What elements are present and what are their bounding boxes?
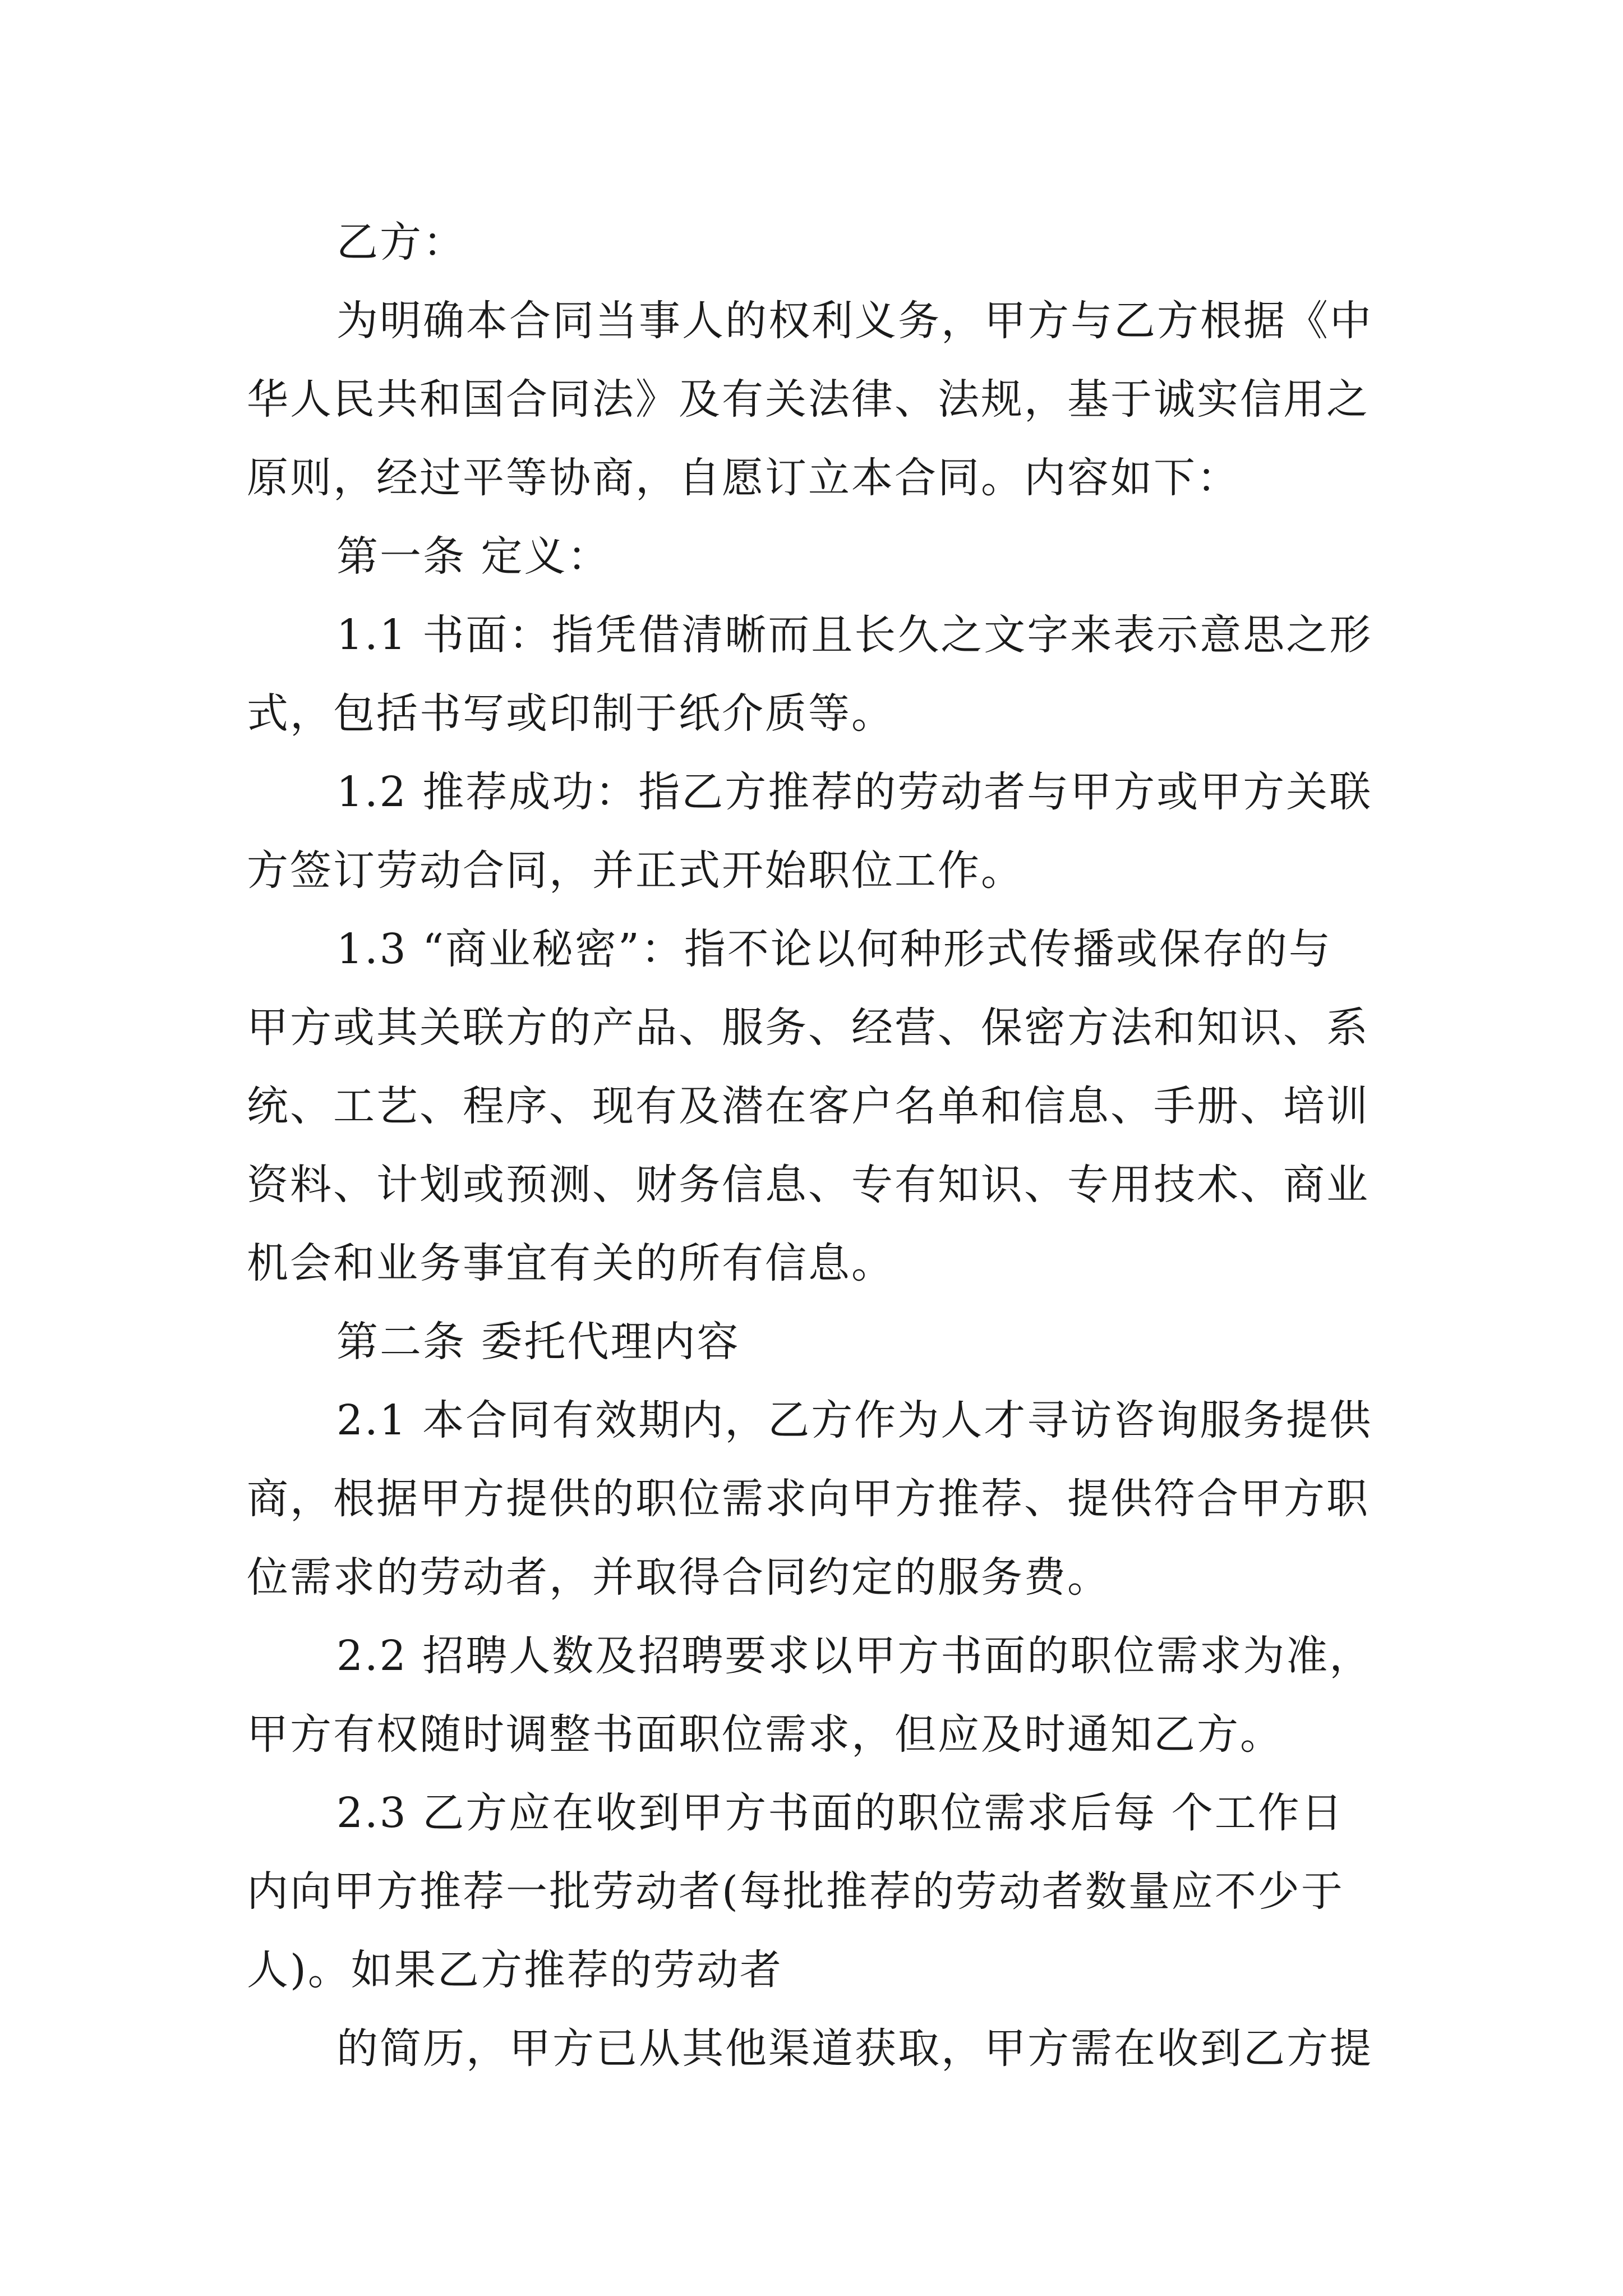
clause-1-1-line-2: 式，包括书写或印制于纸介质等。: [247, 689, 895, 738]
clause-1-3-line-4: 资料、计划或预测、财务信息、专有知识、专用技术、商业: [247, 1161, 1370, 1209]
clause-2-1-line-1: 2.1 本合同有效期内，乙方作为人才寻访咨询服务提供: [336, 1396, 1373, 1444]
clause-2-3-line-3: 人)。如果乙方推荐的劳动者: [247, 1946, 783, 1994]
clause-1-2-line-2: 方签订劳动合同，并正式开始职位工作。: [247, 846, 1024, 895]
clause-2-2-line-2: 甲方有权随时调整书面职位需求，但应及时通知乙方。: [247, 1710, 1283, 1759]
article-2-heading: 第二条 委托代理内容: [336, 1318, 740, 1366]
party-b-label: 乙方：: [336, 218, 466, 266]
clause-1-3-line-5: 机会和业务事宜有关的所有信息。: [247, 1239, 895, 1287]
clause-2-2-line-1: 2.2 招聘人数及招聘要求以甲方书面的职位需求为准，: [336, 1632, 1373, 1680]
clause-2-3-line-2: 内向甲方推荐一批劳动者(每批推荐的劳动者数量应不少于: [247, 1867, 1344, 1916]
preamble-line-1: 为明确本合同当事人的权利义务，甲方与乙方根据《中: [336, 297, 1373, 345]
clause-1-3-line-2: 甲方或其关联方的产品、服务、经营、保密方法和知识、系: [247, 1004, 1370, 1052]
clause-1-3-line-1: 1.3 “商业秘密”：指不论以何种形式传播或保存的与: [336, 925, 1332, 973]
clause-2-1-line-3: 位需求的劳动者，并取得合同约定的服务费。: [247, 1553, 1110, 1602]
preamble-line-2: 华人民共和国合同法》及有关法律、法规，基于诚实信用之: [247, 375, 1370, 424]
clause-1-2-line-1: 1.2 推荐成功：指乙方推荐的劳动者与甲方或甲方关联: [336, 768, 1373, 816]
clause-2-3-line-1: 2.3 乙方应在收到甲方书面的职位需求后每 个工作日: [336, 1789, 1344, 1837]
clause-1-1-line-1: 1.1 书面：指凭借清晰而且长久之文字来表示意思之形: [336, 611, 1373, 659]
clause-2-3-line-4: 的简历，甲方已从其他渠道获取，甲方需在收到乙方提: [336, 2024, 1373, 2073]
preamble-line-3: 原则，经过平等协商，自愿订立本合同。内容如下：: [247, 454, 1240, 502]
clause-1-3-line-3: 统、工艺、程序、现有及潜在客户名单和信息、手册、培训: [247, 1082, 1370, 1130]
clause-2-1-line-2: 商，根据甲方提供的职位需求向甲方推荐、提供符合甲方职: [247, 1475, 1370, 1523]
article-1-heading: 第一条 定义：: [336, 532, 611, 581]
